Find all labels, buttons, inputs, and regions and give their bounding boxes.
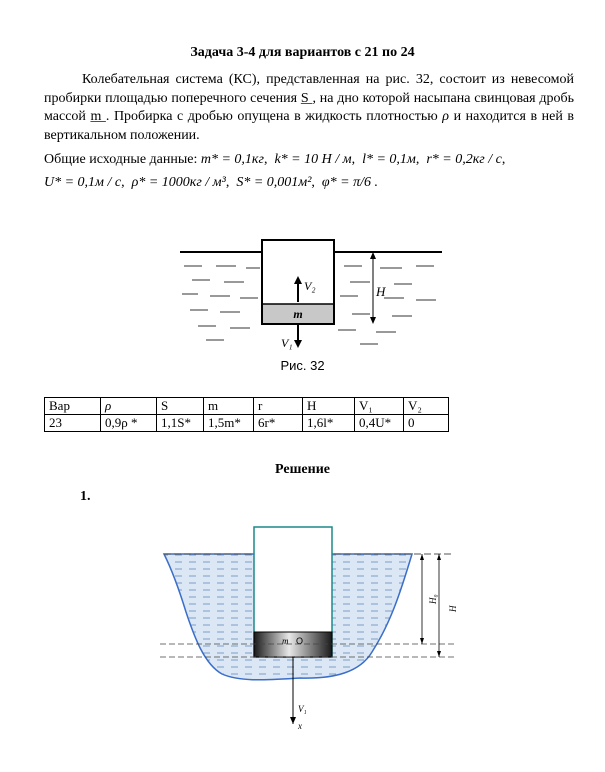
given-rho: ρ* = 1000кг / м³ [131,175,226,190]
statement-part-2: , на дно которой насыпана свинцовая дробь массой [44,90,574,124]
given-l: l* = 0,1м [362,152,416,167]
table-cell: 1,6l* [303,415,355,432]
figure-32 [180,236,445,361]
table-row [45,415,449,432]
given-k: k* = 10 Н / м [274,152,352,167]
table-cell: 0 [404,415,449,432]
statement-part-1: Колебательная система (КС), представленная на рис. 32, состоит из невесомой пробирки площадью поперечного сечения [44,72,574,106]
given-u: U* = 0,1м / с [44,175,122,190]
fig2-label-m: m [282,636,289,646]
statement-part-4: и находится в ней в вертикальном положении. [44,109,574,143]
lead-shot [254,632,332,657]
table-cell: 1,5m* [204,415,254,432]
given-label: Общие исходные данные: [44,152,201,167]
area-symbol-s: S [300,90,313,106]
given-r: r* = 0,2кг / с [426,152,502,167]
table-cell: 1,1S* [157,415,204,432]
parameters-table [44,397,449,432]
fig1-label-m: m [293,307,303,321]
table-header-row [45,398,449,415]
table-cell: 23 [45,415,101,432]
density-symbol: ρ [442,109,450,124]
given-data: Общие исходные данные: m* = 0,1кг, k* = 10 Н / м, l* = 0,1м, r* = 0,2кг / с, U* = 0,1м / с, ρ* = 1000кг / м³, S* = 0,001м², φ* = π/6 . [44,152,506,190]
solution-step-number: 1. [80,489,91,504]
given-phi: φ* = π/6 . [321,175,379,190]
fig2-label-h0: H₀ [428,594,438,604]
problem-statement [44,71,574,145]
fig1-label-h: H [376,284,386,299]
problem-title: Задача 3-4 для вариантов с 21 по 24 [190,45,415,60]
solution-heading: Решение [275,462,330,477]
mass-symbol-m: m [90,109,106,124]
table-header: V₁ [355,398,404,415]
fig2-label-x: x [298,721,302,731]
table-header: S [157,398,204,415]
fig2-label-v1: V₁ [298,704,307,714]
statement-part-3: . Пробирка с дробью опущена в жидкость плотностью [105,109,443,124]
given-m: m* = 0,1кг [200,152,264,167]
table-header: ρ [101,398,157,415]
given-s: S* = 0,001м² [236,175,312,190]
table-cell: 0,4U* [355,415,404,432]
fig1-label-v2: V₂ [304,279,316,293]
table-header: m [204,398,254,415]
fig1-label-v1: V₁ [281,336,293,350]
table-header: Вар [45,398,101,415]
table-header: r [254,398,303,415]
table-cell: 6r* [254,415,303,432]
table-header: H [303,398,355,415]
table-header: V₂ [404,398,449,415]
fig2-label-h: H [448,605,458,612]
figure-caption: Рис. 32 [280,358,325,373]
fig2-label-o: O [296,636,304,646]
table-cell: 0,9ρ * [101,415,157,432]
solution-figure [160,524,480,734]
